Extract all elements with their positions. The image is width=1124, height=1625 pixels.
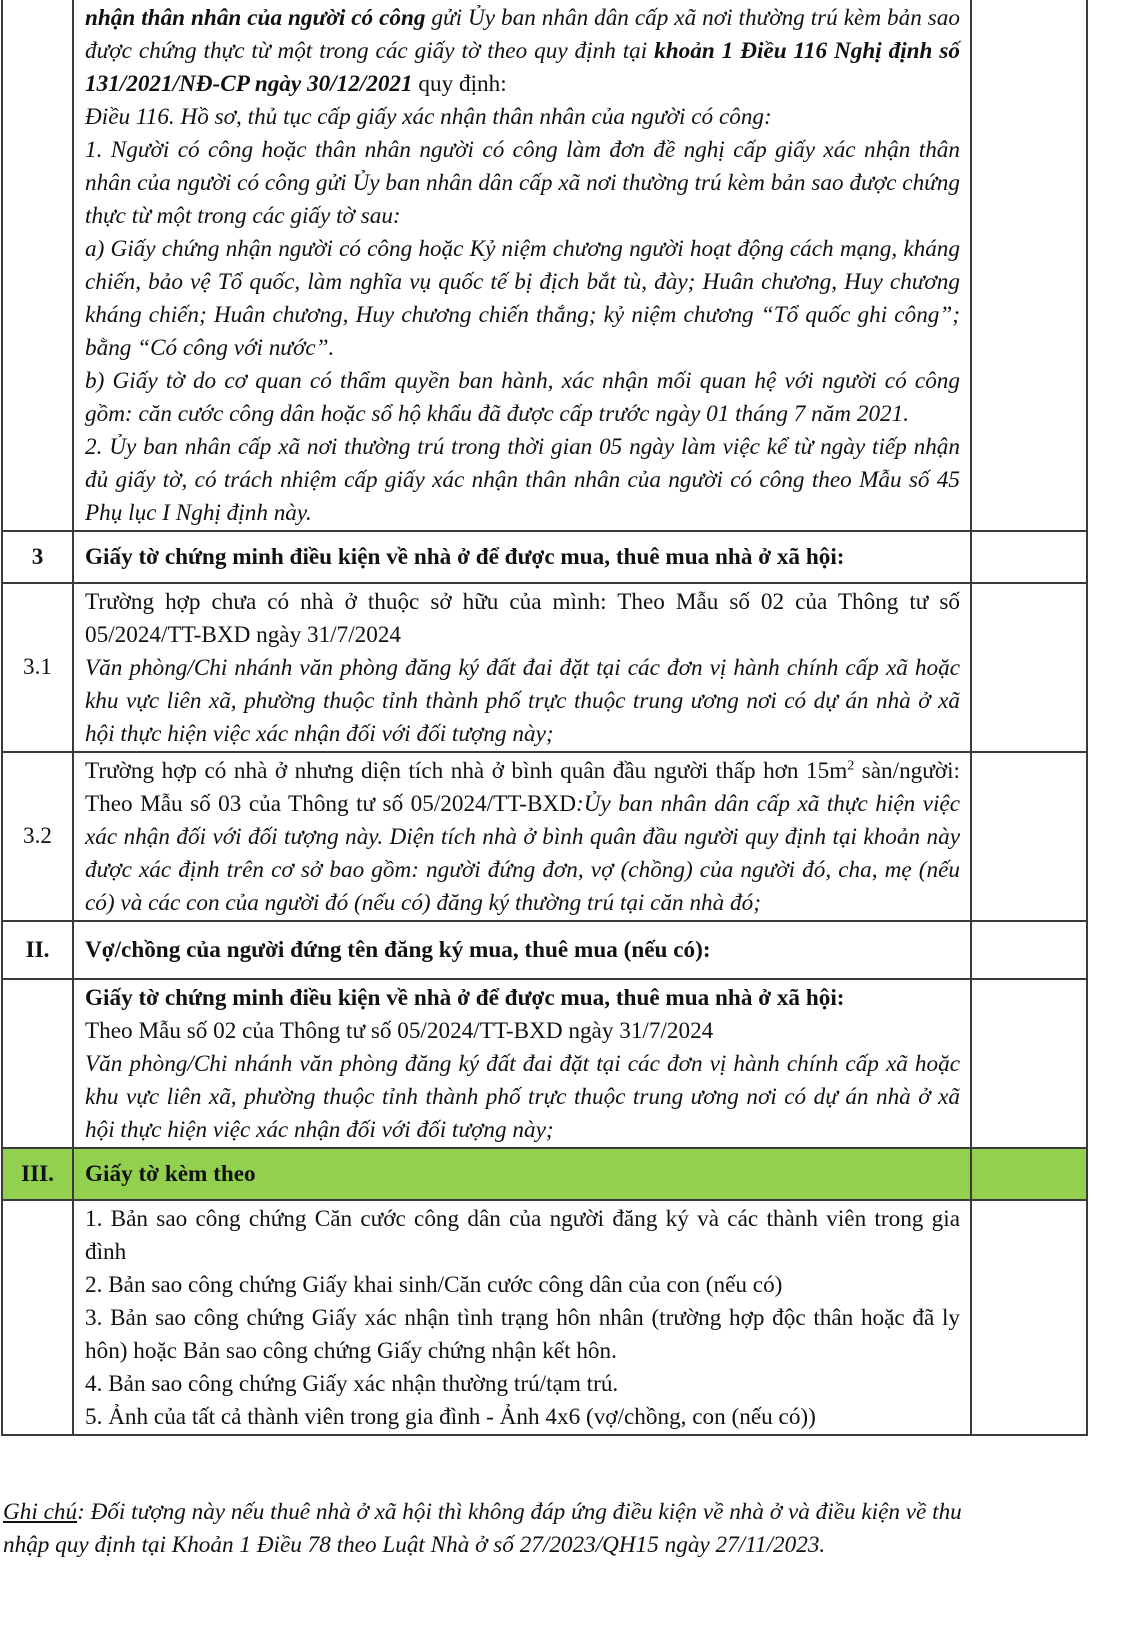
row-3-2-text: Trường hợp có nhà ở nhưng diện tích nhà ở bình quân đầu người thấp hơn $15m^2$ sàn/người: Theo Mẫu số 03 của Thông tư số 05/2024/TT-BXD:Ủy ban nhân dân cấp xã thực hiện việc xác nhận đối với đối tượng này. Diện tích nhà ở bình quân đầu người quy định tại khoản này được xác định trên cơ sở bao gồm: người đứng đơn, vợ (chồng) của người đó, cha, mẹ (nếu có) và các con của người đó (nếu có) đăng ký thường trú tại căn nhà đó; xyxy=(85,758,961,916)
row-note-cell xyxy=(971,1200,1087,1435)
clause-1b: b) Giấy tờ do cơ quan có thẩm quyền ban hành, xác nhận mối quan hệ với người có công gồm: căn cước công dân hoặc sổ hộ khẩu đã được cấp trước ngày 01 tháng 7 năm 2021. xyxy=(85,368,960,427)
row-number-cell xyxy=(2,979,73,1148)
row-content-cell xyxy=(73,0,971,531)
row-number: 3.1 xyxy=(2,583,73,752)
attachment-item: 1. Bản sao công chứng Căn cước công dân của người đăng ký và các thành viên trong gia đình xyxy=(85,1206,960,1265)
clause-1: 1. Người có công hoặc thân nhân người có công làm đơn đề nghị cấp giấy xác nhận thân nhân của người có công gửi Ủy ban nhân dân cấp xã nơi thường trú kèm bản sao được chứng thực từ một trong các giấy tờ sau: xyxy=(85,137,960,229)
attachment-item: 5. Ảnh của tất cả thành viên trong gia đình - Ảnh 4x6 (vợ/chồng, con (nếu có)) xyxy=(85,1404,816,1430)
footnote-line-1: Ghi chú: Đối tượng này nếu thuê nhà ở xã hội thì không đáp ứng điều kiện về nhà ở và điều kiện về thu xyxy=(3,1499,962,1525)
section-number: II. xyxy=(2,921,73,979)
row-note-cell xyxy=(971,583,1087,752)
row-3-1-requirement: Trường hợp chưa có nhà ở thuộc sở hữu của mình: Theo Mẫu số 02 của Thông tư số 05/2024/TT-BXD ngày 31/7/2024 xyxy=(85,589,960,648)
section-title: Giấy tờ kèm theo xyxy=(73,1148,971,1200)
row-title: Giấy tờ chứng minh điều kiện về nhà ở để được mua, thuê mua nhà ở xã hội: xyxy=(73,531,971,583)
footnote-label: Ghi chú xyxy=(3,1499,78,1525)
row-number: 3 xyxy=(2,531,73,583)
row-content-cell xyxy=(73,583,971,752)
table-row-section-ii-content xyxy=(2,979,1087,1148)
row-content-cell xyxy=(73,752,971,921)
table-row-section-iii-items xyxy=(2,1200,1087,1435)
table-row-section-iii xyxy=(2,1148,1087,1200)
attachment-item: 4. Bản sao công chứng Giấy xác nhận thường trú/tạm trú. xyxy=(85,1371,619,1397)
section-ii-form: Theo Mẫu số 02 của Thông tư số 05/2024/TT-BXD ngày 31/7/2024 xyxy=(85,1018,714,1044)
row-note-cell xyxy=(971,979,1087,1148)
table-row-3 xyxy=(2,531,1087,583)
article-title: Điều 116. Hồ sơ, thủ tục cấp giấy xác nhận thân nhân của người có công: xyxy=(85,104,772,130)
row-number-cell xyxy=(2,1200,73,1435)
section-ii-heading: Giấy tờ chứng minh điều kiện về nhà ở để được mua, thuê mua nhà ở xã hội: xyxy=(85,985,845,1011)
row-number: 3.2 xyxy=(2,752,73,921)
attachment-item: 3. Bản sao công chứng Giấy xác nhận tình trạng hôn nhân (trường hợp độc thân hoặc đã ly hôn) hoặc Bản sao công chứng Giấy chứng nhận kết hôn. xyxy=(85,1305,960,1364)
attachments-list xyxy=(73,1200,971,1435)
section-ii-authority: Văn phòng/Chi nhánh văn phòng đăng ký đất đai đặt tại các đơn vị hành chính cấp xã hoặc khu vực liên xã, phường thuộc tỉnh thành phố trực thuộc trung ương nơi có dự án nhà ở xã hội thực hiện việc xác nhận đối với đối tượng này; xyxy=(85,1051,960,1143)
footnote xyxy=(3,1496,1124,1562)
footnote-line-2: nhập quy định tại Khoản 1 Điều 78 theo Luật Nhà ở số 27/2023/QH15 ngày 27/11/2023. xyxy=(3,1532,826,1558)
clause-2: 2. Ủy ban nhân cấp xã nơi thường trú trong thời gian 05 ngày làm việc kể từ ngày tiếp nhận đủ giấy tờ, có trách nhiệm cấp giấy xác nhận thân nhân của người có công theo Mẫu số 45 Phụ lục I Nghị định này. xyxy=(85,434,960,526)
row-3-1-authority: Văn phòng/Chi nhánh văn phòng đăng ký đất đai đặt tại các đơn vị hành chính cấp xã hoặc khu vực liên xã, phường thuộc tỉnh thành phố trực thuộc trung ương nơi có dự án nhà ở xã hội thực hiện việc xác nhận đối với đối tượng này; xyxy=(85,655,960,747)
row-note-cell xyxy=(971,921,1087,979)
section-number: III. xyxy=(2,1148,73,1200)
row-note-cell xyxy=(971,0,1087,531)
table-row-3-1 xyxy=(2,583,1087,752)
row-content-cell xyxy=(73,979,971,1148)
table-row-section-ii xyxy=(2,921,1087,979)
row-note-cell xyxy=(971,1148,1087,1200)
attachment-item: 2. Bản sao công chứng Giấy khai sinh/Căn cước công dân của con (nếu có) xyxy=(85,1272,783,1298)
table-row-continued xyxy=(2,0,1087,531)
row-note-cell xyxy=(971,531,1087,583)
row-note-cell xyxy=(971,752,1087,921)
section-title: Vợ/chồng của người đứng tên đăng ký mua, thuê mua (nếu có): xyxy=(73,921,971,979)
requirements-table xyxy=(1,0,1088,1436)
row-number-cell xyxy=(2,0,73,531)
table-row-3-2 xyxy=(2,752,1087,921)
continued-paragraph-intro: nhận thân nhân của người có công gửi Ủy ban nhân dân cấp xã nơi thường trú kèm bản sao được chứng thực từ một trong các giấy tờ theo quy định tại khoản 1 Điều 116 Nghị định số 131/2021/NĐ-CP ngày 30/12/2021 quy định: xyxy=(85,5,961,97)
clause-1a: a) Giấy chứng nhận người có công hoặc Kỷ niệm chương người hoạt động cách mạng, kháng chiến, bảo vệ Tổ quốc, làm nghĩa vụ quốc tế bị địch bắt tù, đày; Huân chương, Huy chương kháng chiến; Huân chương, Huy chương chiến thắng; kỷ niệm chương “Tổ quốc ghi công”; bằng “Có công với nước”. xyxy=(85,236,960,361)
